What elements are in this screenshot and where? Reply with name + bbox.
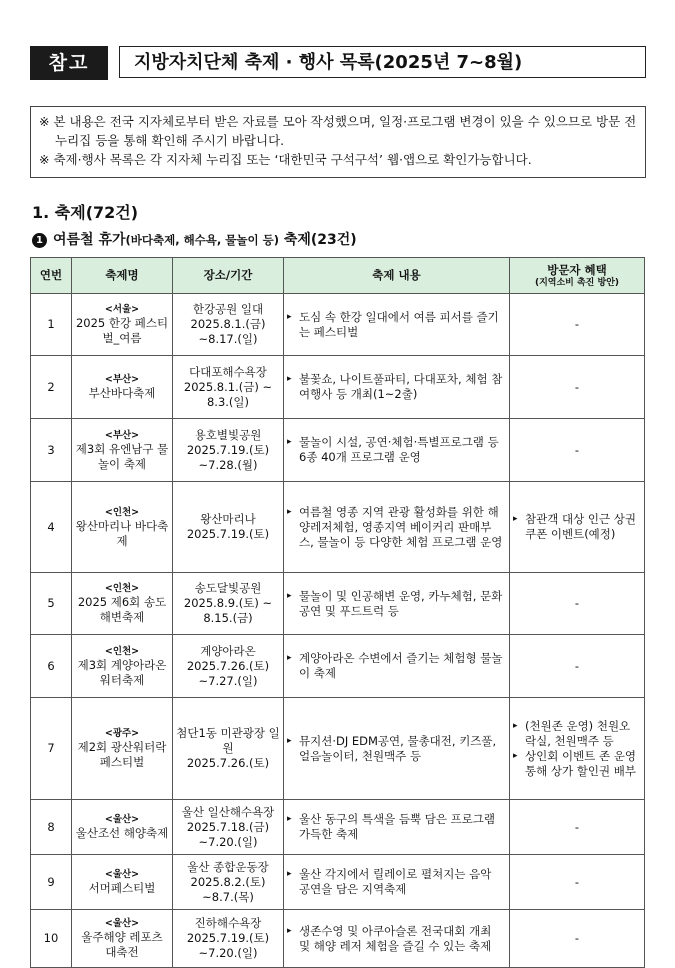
document-header: [30, 46, 648, 80]
row-number: 7: [31, 698, 72, 800]
content-list: [287, 505, 506, 550]
benefit-item: ▸ 참관객 대상 인근 상권 쿠폰 이벤트(예정): [513, 512, 641, 542]
region-label: <인천>: [104, 645, 140, 657]
festival-name: [72, 482, 173, 573]
header-place: 장소/기간: [173, 258, 284, 294]
region-label: <울산>: [104, 918, 140, 929]
table-row: [31, 356, 645, 419]
festival-content: [284, 573, 510, 635]
region-label: <부산>: [104, 374, 140, 385]
date-text: 2025.8.1.(금) ~ 8.3.(일): [183, 379, 273, 409]
region-label: <울산>: [104, 869, 140, 880]
festival-title: 제3회 유엔남구 물놀이 축제: [75, 441, 169, 471]
visitor-benefit: -: [510, 800, 645, 855]
date-text: 2025.7.26.(토): [186, 756, 270, 770]
place-text: 첨단1동 미관광장 일원: [176, 726, 280, 755]
festival-content: [284, 910, 510, 968]
content-list: [287, 310, 506, 340]
place-period: [173, 855, 284, 910]
place-period: [173, 356, 284, 419]
row-number: 8: [31, 800, 72, 855]
content-item: ▸ 물놀이 시설, 공연·체험·특별프로그램 등 6종 40개 프로그램 운영: [287, 435, 506, 465]
place-period: [173, 294, 284, 356]
content-item: ▸ 울산 각지에서 릴레이로 펼쳐지는 음악 공연을 담은 지역축제: [287, 867, 506, 897]
festival-content: [284, 800, 510, 855]
region-label: <인천>: [104, 583, 140, 594]
place-period: [173, 419, 284, 482]
date-text: 2025.7.26.(토) ~7.27.(일): [186, 658, 270, 688]
festival-title: 울주해양 레포츠 대축전: [81, 930, 163, 959]
place-period: [173, 635, 284, 698]
festival-title: 2025 제6회 송도해변축제: [77, 595, 167, 624]
content-list: [287, 812, 506, 842]
table-row: [31, 573, 645, 635]
region-label: <인천>: [104, 506, 140, 518]
festival-name: [72, 910, 173, 968]
reference-badge: 참고: [30, 46, 108, 80]
region-label: <광주>: [104, 728, 140, 739]
festival-content: [284, 356, 510, 419]
visitor-benefit: [510, 482, 645, 573]
content-item: ▸ 물놀이 및 인공해변 운영, 카누체험, 문화공연 및 푸드트럭 등: [287, 589, 506, 619]
header-no: 연번: [31, 258, 72, 294]
table-row: [31, 910, 645, 968]
festival-table: [30, 257, 645, 968]
content-item: ▸ 뮤지션·DJ EDM공연, 물총대전, 키즈풀, 얼음놀이터, 천원맥주 등: [287, 734, 506, 764]
festival-title: 서머페스티벌: [88, 881, 156, 895]
date-text: 2025.7.19.(토) ~7.20.(일): [186, 931, 270, 960]
date-text: 2025.8.9.(토) ~ 8.15.(금): [183, 596, 273, 625]
notice-box: [30, 106, 646, 178]
date-text: 2025.7.19.(토): [186, 527, 270, 541]
place-period: [173, 698, 284, 800]
subsection-title: [32, 229, 357, 249]
content-list: [287, 372, 506, 402]
visitor-benefit: -: [510, 573, 645, 635]
place-text: 울산 일산해수욕장: [181, 804, 275, 819]
row-number: 3: [31, 419, 72, 482]
table-row: [31, 855, 645, 910]
date-text: 2025.8.2.(토) ~8.7.(목): [190, 874, 266, 904]
festival-title: 울산조선 해양축제: [75, 826, 169, 840]
content-list: [287, 867, 506, 897]
section-title: 1. 축제(72건): [32, 203, 139, 222]
visitor-benefit: -: [510, 910, 645, 968]
festival-content: [284, 482, 510, 573]
place-text: 송도달빛공원: [194, 581, 262, 595]
row-number: 6: [31, 635, 72, 698]
place-text: 왕산마리나: [200, 512, 256, 526]
festival-title: 왕산마리나 바다축제: [75, 518, 169, 548]
content-item: ▸ 생존수영 및 아쿠아슬론 전국대회 개최 및 해양 레저 체험을 즐길 수 있는 축제: [287, 924, 506, 954]
header-benefit: [510, 258, 645, 294]
table-row: [31, 419, 645, 482]
header-benefit-main: 방문자 혜택: [547, 262, 607, 277]
benefit-list: [513, 719, 641, 779]
festival-name: [72, 698, 173, 800]
place-text: 다대포해수욕장: [189, 364, 267, 379]
festival-content: [284, 419, 510, 482]
festival-name: [72, 573, 173, 635]
visitor-benefit: -: [510, 855, 645, 910]
festival-title: 부산바다축제: [88, 386, 156, 400]
festival-name: [72, 800, 173, 855]
subsection-number-icon: 1: [32, 233, 47, 248]
festival-title: 2025 한강 페스티벌_여름: [75, 316, 169, 345]
date-text: 2025.7.19.(토) ~7.28.(월): [186, 442, 270, 472]
notice-line-1: ※ 본 내용은 전국 지자체로부터 받은 자료를 모아 작성했으며, 일정·프로그램 변경이 있을 수 있으므로 방문 전 누리집 등을 통해 확인해 주시기 바랍니다.: [39, 114, 637, 148]
subsection-paren: (바다축제, 해수욕, 물놀이 등): [125, 233, 279, 247]
visitor-benefit: -: [510, 635, 645, 698]
place-period: [173, 800, 284, 855]
region-label: <울산>: [104, 814, 140, 825]
table-row: [31, 800, 645, 855]
content-list: [287, 734, 506, 764]
festival-title: 제3회 계양아라온 워터축제: [77, 657, 167, 687]
visitor-benefit: -: [510, 419, 645, 482]
region-label: <서울>: [104, 304, 140, 315]
visitor-benefit: [510, 698, 645, 800]
place-text: 한강공원 일대: [192, 302, 264, 316]
place-period: [173, 573, 284, 635]
festival-title: 제2회 광산워터락 페스티벌: [77, 740, 167, 769]
festival-name: [72, 356, 173, 419]
festival-content: [284, 294, 510, 356]
date-text: 2025.7.18.(금) ~7.20.(일): [186, 819, 270, 849]
row-number: 10: [31, 910, 72, 968]
notice-line-2: ※ 축제·행사 목록은 각 지자체 누리집 또는 ‘대한민국 구석구석’ 웹·앱으로 확인가능합니다.: [39, 152, 532, 167]
place-text: 울산 종합운동장: [187, 859, 269, 874]
content-item: ▸ 울산 동구의 특색을 듬뿍 담은 프로그램 가득한 축제: [287, 812, 506, 842]
place-period: [173, 910, 284, 968]
table-row: [31, 482, 645, 573]
row-number: 5: [31, 573, 72, 635]
festival-name: [72, 635, 173, 698]
region-label: <부산>: [104, 429, 140, 441]
content-item: ▸ 도심 속 한강 일대에서 여름 피서를 즐기는 페스티벌: [287, 310, 506, 340]
row-number: 9: [31, 855, 72, 910]
content-item: ▸ 불꽃쇼, 나이트풀파티, 다대포차, 체험 참여행사 등 개최(1~2출): [287, 372, 506, 402]
benefit-item: ▸ (천원존 운영) 천원오락실, 천원맥주 등: [513, 719, 641, 749]
festival-name: [72, 294, 173, 356]
festival-content: [284, 635, 510, 698]
visitor-benefit: -: [510, 294, 645, 356]
document-title: 지방자치단체 축제 · 행사 목록(2025년 7~8월): [119, 46, 646, 78]
header-benefit-sub: (지역소비 촉진 방안): [534, 277, 620, 288]
table-row: [31, 635, 645, 698]
header-content: 축제 내용: [284, 258, 510, 294]
header-name: 축제명: [72, 258, 173, 294]
content-item: ▸ 계양아라온 수변에서 즐기는 체험형 물놀이 축제: [287, 651, 506, 681]
festival-content: [284, 698, 510, 800]
content-item: ▸ 여름철 영종 지역 관광 활성화를 위한 해양레저체험, 영종지역 베이커리 판매부스, 물놀이 등 다양한 체험 프로그램 운영: [287, 505, 506, 550]
row-number: 4: [31, 482, 72, 573]
table-row: [31, 698, 645, 800]
content-list: [287, 651, 506, 681]
content-list: [287, 589, 506, 619]
festival-name: [72, 419, 173, 482]
benefit-list: [513, 512, 641, 542]
date-text: 2025.8.1.(금) ~8.17.(일): [190, 317, 266, 346]
place-text: 계양아라온: [200, 643, 256, 658]
place-text: 용호별빛공원: [194, 427, 262, 442]
table-row: [31, 294, 645, 356]
subsection-main: 여름철 휴가: [53, 232, 126, 248]
content-list: [287, 924, 506, 954]
row-number: 2: [31, 356, 72, 419]
table-header-row: [31, 258, 645, 294]
place-period: [173, 482, 284, 573]
festival-content: [284, 855, 510, 910]
subsection-suffix: 축제(23건): [283, 232, 357, 248]
festival-name: [72, 855, 173, 910]
visitor-benefit: -: [510, 356, 645, 419]
content-list: [287, 435, 506, 465]
benefit-item: ▸ 상인회 이벤트 존 운영 통해 상가 할인권 배부: [513, 749, 641, 779]
row-number: 1: [31, 294, 72, 356]
place-text: 진하해수욕장: [194, 916, 262, 930]
